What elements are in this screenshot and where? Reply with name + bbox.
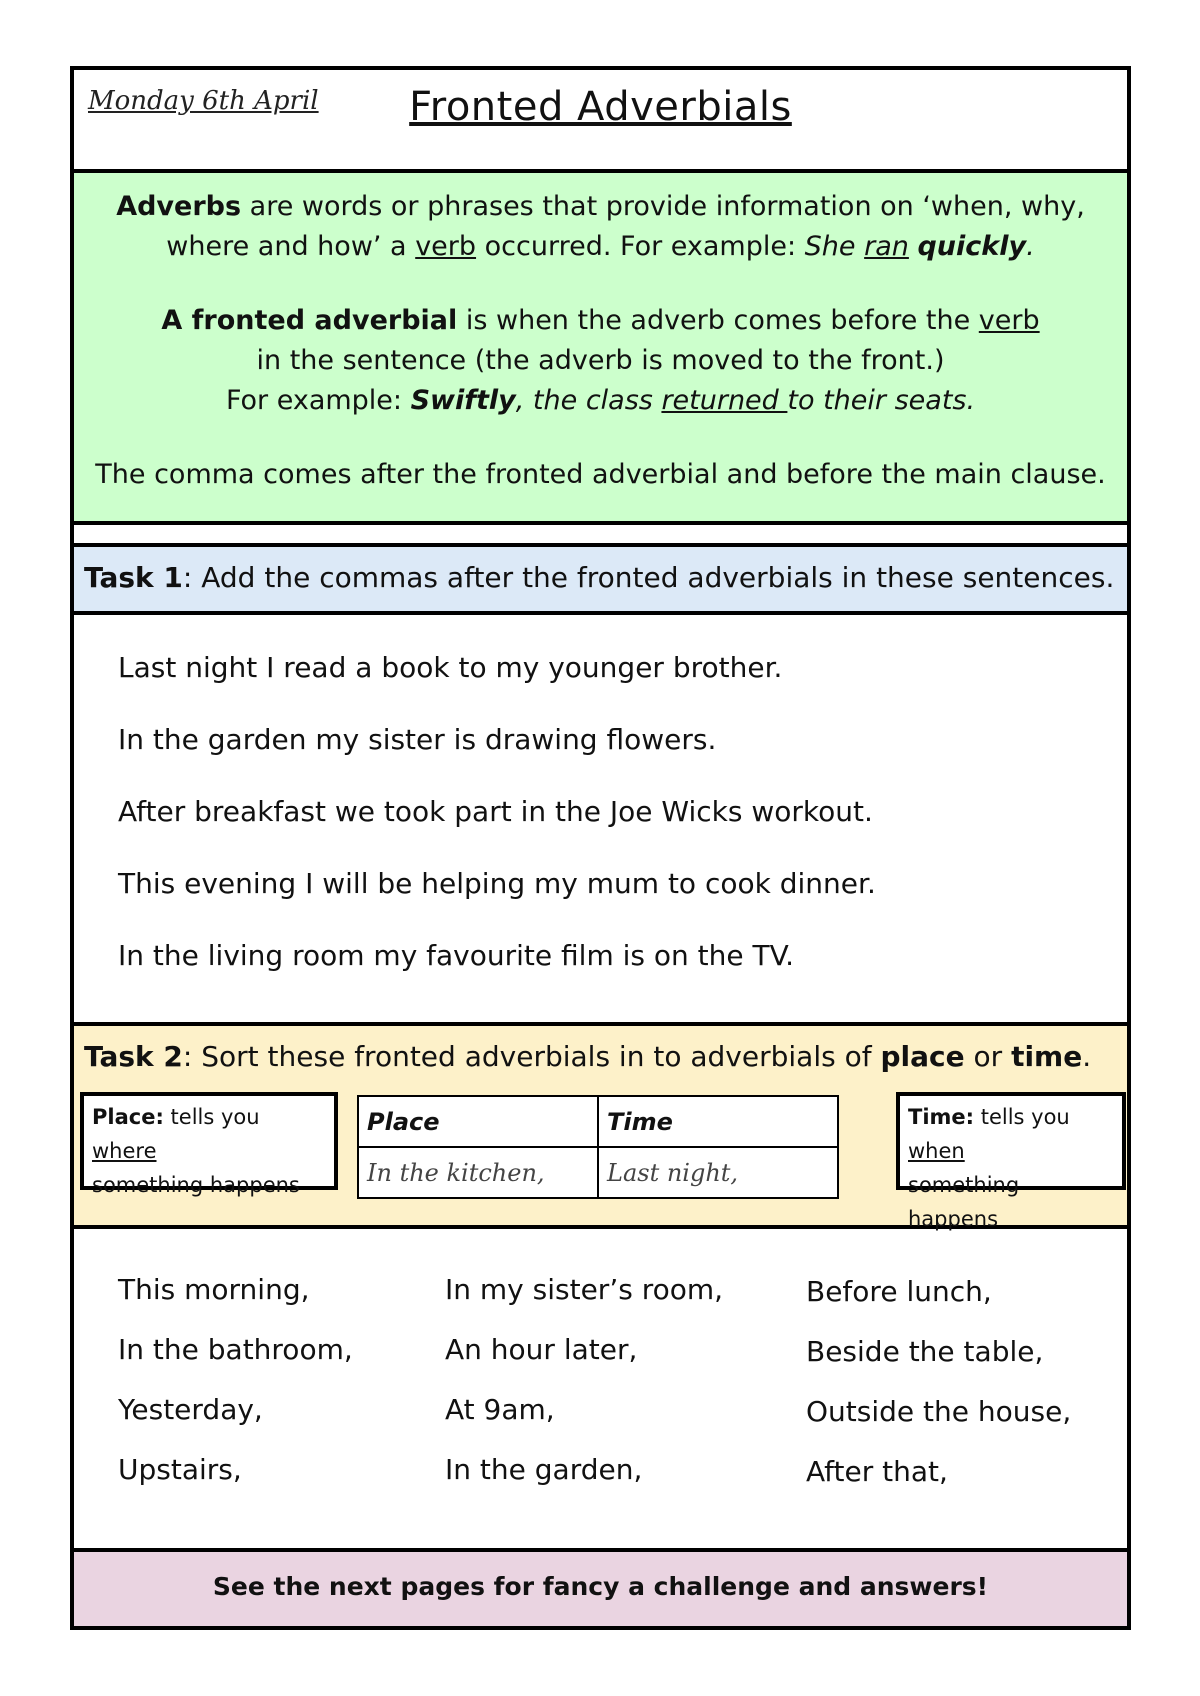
word-bank: [74, 1229, 1127, 1552]
example1-ran: ran: [864, 231, 909, 262]
fronted-definition-line-1: [74, 301, 1127, 341]
place-def-text: tells you: [163, 1105, 260, 1129]
intro-box: [74, 173, 1127, 525]
table-example-place: In the kitchen,: [358, 1147, 598, 1198]
place-def-text-b: something happens: [92, 1173, 300, 1197]
place-word: place: [880, 1040, 965, 1073]
word-bank-item: This morning,: [118, 1273, 310, 1306]
task2-heading: [84, 1040, 1091, 1073]
place-def-term: Place:: [92, 1105, 164, 1129]
time-def-text-b: something happens: [908, 1173, 1020, 1231]
verb-word-2: verb: [978, 305, 1040, 336]
footer-text: See the next pages for fancy a challenge and answers!: [212, 1572, 989, 1601]
task1-sentences: [74, 615, 1127, 1026]
example1-she: She: [804, 231, 865, 262]
example1-quickly: quickly: [917, 231, 1027, 262]
verb-word: verb: [415, 231, 477, 262]
time-def-text: tells you: [974, 1105, 1070, 1129]
time-def-key: when: [908, 1139, 965, 1163]
time-definition-box: [896, 1092, 1126, 1231]
example2-b: to their seats.: [787, 385, 976, 416]
fronted-definition-line-2: in the sentence (the adverb is moved to the front.): [256, 345, 945, 376]
sentence: In the garden my sister is drawing flowers.: [118, 723, 717, 756]
sort-table: [357, 1095, 839, 1199]
word-bank-item: Outside the house,: [806, 1395, 1072, 1428]
worksheet-header: [74, 70, 1127, 173]
task2-instruction: : Sort these fronted adverbials in to adverbials of: [182, 1040, 881, 1073]
task1-heading: [84, 561, 1114, 594]
word-bank-item: After that,: [806, 1455, 948, 1488]
task1-instruction: : Add the commas after the fronted adverbials in these sentences.: [182, 561, 1115, 594]
task1-label: Task 1: [84, 561, 183, 594]
task1-header: [74, 547, 1127, 615]
task2-instruction-end: .: [1082, 1040, 1092, 1073]
word-bank-item: In the garden,: [445, 1453, 643, 1486]
fronted-text-1: is when the adverb comes before the: [457, 305, 979, 336]
word-bank-item: Upstairs,: [118, 1453, 242, 1486]
word-bank-item: In my sister’s room,: [445, 1273, 724, 1306]
word-bank-item: Before lunch,: [806, 1275, 992, 1308]
date-label: Monday 6th April: [88, 86, 319, 116]
spacer-band: [74, 525, 1127, 547]
adverbs-text-2b: occurred. For example:: [476, 231, 805, 262]
sentence: After breakfast we took part in the Joe Wicks workout.: [118, 795, 873, 828]
word-bank-item: At 9am,: [445, 1393, 555, 1426]
place-def-key: where: [92, 1139, 157, 1163]
task2-label: Task 2: [84, 1040, 183, 1073]
adverbs-definition-line-1: [74, 187, 1127, 227]
task2-section: [74, 1026, 1127, 1229]
example2-prefix: For example:: [225, 385, 411, 416]
table-header-place: Place: [358, 1096, 598, 1147]
adverbs-definition-line-2: [74, 227, 1127, 267]
place-definition-box: [80, 1092, 338, 1197]
adverbs-text-2a: where and how’ a: [166, 231, 416, 262]
worksheet: [70, 66, 1131, 1630]
page-title: Fronted Adverbials: [409, 84, 792, 130]
word-bank-item: Yesterday,: [118, 1393, 263, 1426]
comma-rule: The comma comes after the fronted adverbial and before the main clause.: [95, 459, 1106, 490]
fronted-example-line: [74, 381, 1127, 421]
or-word: or: [964, 1040, 1012, 1073]
example2-swiftly: Swiftly: [410, 385, 516, 416]
time-def-term: Time:: [908, 1105, 975, 1129]
time-word: time: [1011, 1040, 1083, 1073]
sentence: In the living room my favourite film is on the TV.: [118, 939, 795, 972]
word-bank-item: Beside the table,: [806, 1335, 1044, 1368]
table-header-time: Time: [598, 1096, 838, 1147]
example1-end: .: [1026, 231, 1035, 262]
sentence: This evening I will be helping my mum to cook dinner.: [118, 867, 876, 900]
fronted-term: A fronted adverbial: [161, 305, 458, 336]
example2-returned: returned: [661, 385, 788, 416]
example2-a: , the class: [515, 385, 662, 416]
word-bank-item: An hour later,: [445, 1333, 638, 1366]
adverbs-text-1: are words or phrases that provide information on ‘when, why,: [241, 191, 1085, 222]
word-bank-item: In the bathroom,: [118, 1333, 353, 1366]
sentence: Last night I read a book to my younger brother.: [118, 651, 783, 684]
table-example-time: Last night,: [598, 1147, 838, 1198]
footer-band: [74, 1552, 1127, 1626]
adverbs-term: Adverbs: [116, 191, 242, 222]
